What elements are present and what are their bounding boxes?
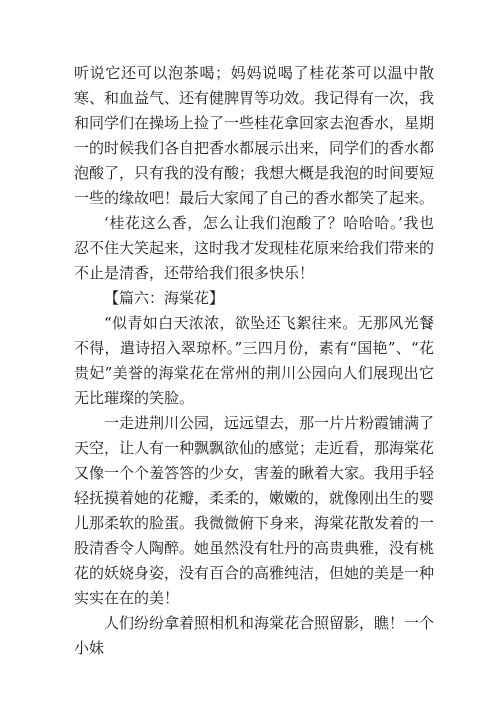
paragraph-osmanthus-tea: 听说它还可以泡茶喝；妈妈说喝了桂花茶可以温中散寒、和血益气、还有健脾胃等功效。我记得有一次，我和同学们在操场上捡了一些桂花拿回家去泡香水，星期一的时候我们各自把香水都展示出来，同学们的香水都泡酸了，只有我的没有酸；我想大概是我泡的时间要短一些的缘故吧！最后大家闻了自己的香水都笑了起来。 [74, 64, 435, 207]
article-body [74, 61, 434, 661]
paragraph-begonia-poem: “似青如白天浓浓，欲坠还飞絮往来。无那风光餐不得，遣诗招入翠琼杯。”三四月份，素有“国艳”、“花贵妃”美誉的海棠花在常州的荆川公园向人们展现出它无比璀璨的笑脸。 [74, 314, 434, 407]
section-heading-begonia: 【篇六：海棠花】 [104, 289, 225, 307]
paragraph-begonia-photos: 人们纷纷拿着照相机和海棠花合照留影，瞧！一个小妹 [74, 614, 435, 657]
paragraph-begonia-park: 一走进荆川公园，远远望去，那一片片粉霞铺满了天空，让人有一种飘飘欲仙的感觉；走近看，那海棠花又像一个个羞答答的少女，害羞的瞅着大家。我用手轻轻抚摸着她的花瓣，柔柔的，嫩嫩的，就像刚出生的婴儿那柔软的脸蛋。我微微俯下身来，海棠花散发着的一股清香令人陶醉。她虽然没有牡丹的高贵典雅，没有桃花的妖娆身姿，没有百合的高雅纯洁，但她的美是一种实实在在的美！ [74, 414, 435, 607]
paragraph-osmanthus-laugh: ‘桂花这么香，怎么让我们泡酸了？哈哈哈。’我也忍不住大笑起来，这时我才发现桂花原来给我们带来的不止是清香，还带给我们很多快乐！ [74, 214, 435, 282]
